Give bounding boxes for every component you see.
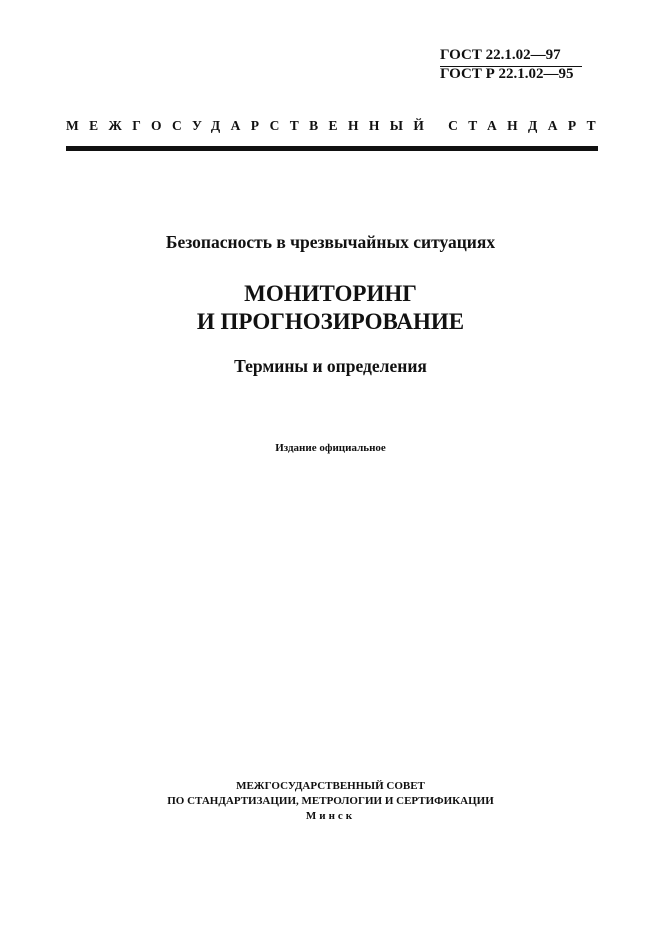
- codes-divider: [440, 66, 582, 67]
- document-title: [0, 280, 661, 336]
- edition-note: Издание официальное: [275, 442, 386, 454]
- standard-code-national: ГОСТ Р 22.1.02—95: [440, 66, 574, 82]
- subject-area: Безопасность в чрезвычайных ситуациях: [165, 232, 496, 252]
- document-title-line-1: МОНИТОРИНГ: [244, 281, 417, 306]
- publisher-block: [0, 779, 661, 824]
- document-title-line-2: И ПРОГНОЗИРОВАНИЕ: [196, 309, 465, 334]
- standard-kind-heading: МЕЖГОСУДАРСТВЕННЫЙ СТАНДАРТ: [66, 118, 607, 133]
- document-subtitle: Термины и определения: [234, 356, 427, 376]
- publication-city: Минск: [305, 810, 356, 822]
- heading-rule: [66, 146, 598, 151]
- publisher-line-2: ПО СТАНДАРТИЗАЦИИ, МЕТРОЛОГИИ И СЕРТИФИКАЦИИ: [167, 795, 494, 807]
- standard-codes: [440, 46, 574, 84]
- standard-code-interstate: ГОСТ 22.1.02—97: [440, 47, 561, 63]
- publisher-line-1: МЕЖГОСУДАРСТВЕННЫЙ СОВЕТ: [236, 780, 425, 792]
